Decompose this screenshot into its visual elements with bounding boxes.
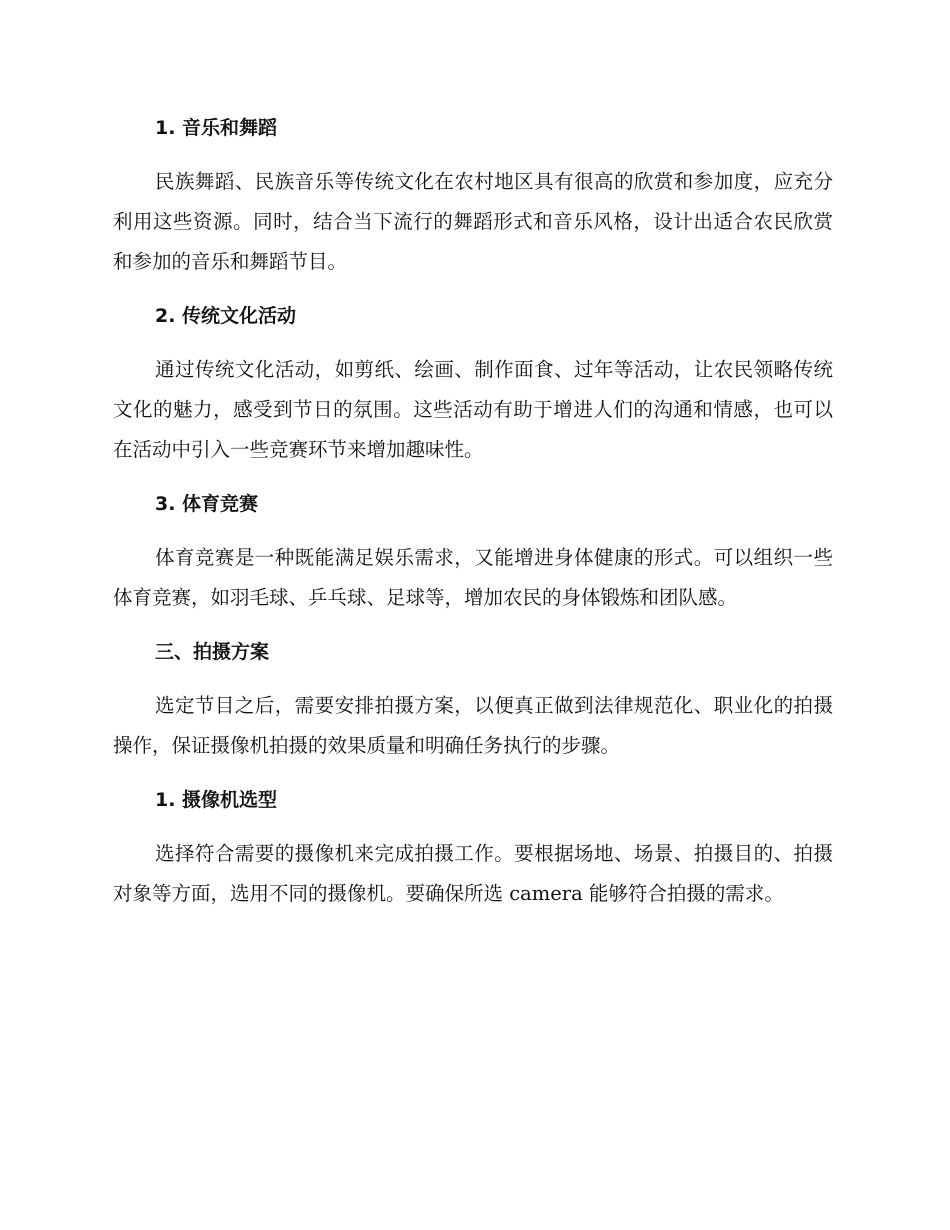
section-paragraph-filming-plan: 选定节目之后，需要安排拍摄方案，以便真正做到法律规范化、职业化的拍摄操作，保证摄像机拍摄的效果质量和明确任务执行的步骤。 [113,694,833,757]
section-heading-sports: 3. 体育竞赛 [155,493,259,515]
section-heading-traditional-culture: 2. 传统文化活动 [155,305,297,327]
section-paragraph-sports: 体育竞赛是一种既能满足娱乐需求，又能增进身体健康的形式。可以组织一些体育竞赛，如羽毛球、乒乓球、足球等，增加农民的身体锻炼和团队感。 [113,546,833,609]
section-paragraph-camera-selection: 选择符合需要的摄像机来完成拍摄工作。要根据场地、场景、拍摄目的、拍摄对象等方面，选用不同的摄像机。要确保所选 camera 能够符合拍摄的需求。 [113,842,833,905]
document-body [113,110,833,930]
section-heading-filming-plan: 三、拍摄方案 [155,641,270,663]
section-heading-camera-selection: 1. 摄像机选型 [155,789,278,811]
section-paragraph-traditional-culture: 通过传统文化活动，如剪纸、绘画、制作面食、过年等活动，让农民领略传统文化的魅力，感受到节日的氛围。这些活动有助于增进人们的沟通和情感，也可以在活动中引入一些竞赛环节来增加趣味性。 [113,358,833,461]
section-heading-music-dance: 1. 音乐和舞蹈 [155,117,278,139]
section-paragraph-music-dance: 民族舞蹈、民族音乐等传统文化在农村地区具有很高的欣赏和参加度，应充分利用这些资源。同时，结合当下流行的舞蹈形式和音乐风格，设计出适合农民欣赏和参加的音乐和舞蹈节目。 [113,170,833,273]
